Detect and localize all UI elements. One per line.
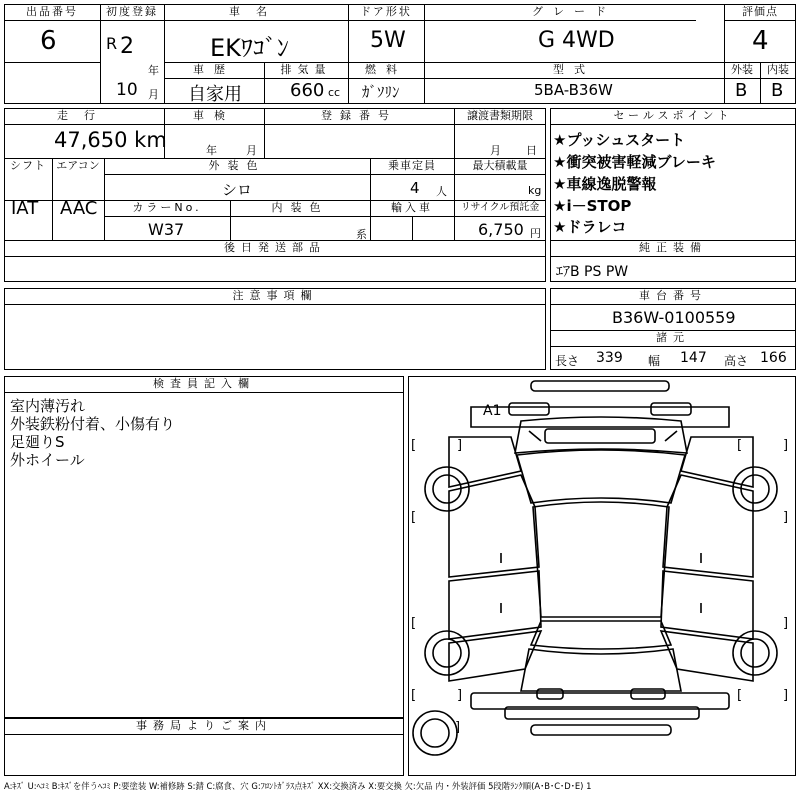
sales-point-item: ★プッシュスタート	[553, 131, 686, 149]
first-registration-month-unit: 月	[148, 88, 159, 101]
svg-text:[: [	[737, 688, 743, 703]
equipment-header: 純正装備	[639, 241, 707, 254]
interior-color-unit: 系	[356, 228, 367, 241]
transfer-day-unit: 日	[526, 144, 537, 157]
history-value: 自家用	[188, 84, 242, 105]
door-value: 5W	[370, 28, 406, 53]
later-parts-header: 後日発送部品	[224, 241, 326, 254]
capacity-value: 4	[410, 179, 420, 197]
first-registration-year: 2	[120, 34, 134, 59]
notes-header: 注意事項欄	[232, 289, 318, 302]
interior-score-value: B	[771, 80, 784, 101]
model-value: 5BA-B36W	[534, 81, 613, 99]
svg-text:[: [	[411, 438, 417, 453]
displacement-header: 排気量	[280, 63, 332, 76]
svg-text:]: ]	[783, 688, 789, 703]
sales-point-item: ★ドラレコ	[553, 218, 627, 236]
mileage-header: 走行	[57, 109, 111, 122]
spec-length-value: 339	[596, 350, 623, 366]
lot-number-value: 6	[40, 26, 57, 56]
max-load-header: 最大積載量	[472, 159, 528, 172]
spec-width-label: 幅	[648, 354, 661, 368]
spec-length-label: 長さ	[555, 354, 580, 368]
inspector-line: 室内薄汚れ	[10, 397, 86, 415]
sales-point-item: ★衝突被害軽減ブレーキ	[553, 153, 716, 171]
max-load-unit: kg	[528, 184, 542, 197]
fuel-header: 燃料	[365, 63, 407, 76]
first-registration-header: 初度登録	[106, 5, 158, 18]
shift-value: IAT	[11, 198, 39, 219]
import-header: 輸入車	[391, 201, 433, 214]
car-name-value: EKﾜｺﾞﾝ	[210, 34, 289, 62]
office-header: 事務局よりご案内	[136, 719, 272, 732]
spec-width-value: 147	[680, 350, 707, 366]
displacement-unit: cc	[328, 86, 341, 99]
svg-text:]: ]	[457, 438, 463, 453]
inspector-header: 検査員記入欄	[153, 377, 255, 390]
first-registration-era: R	[106, 34, 118, 53]
recycle-header: リサイクル預託金	[460, 202, 540, 213]
interior-color-header: 内装色	[271, 201, 329, 214]
inspector-line: 外ホイール	[10, 451, 85, 469]
aircon-header: エアコン	[56, 159, 100, 172]
score-value: 4	[752, 26, 769, 56]
first-registration-year-unit: 年	[148, 64, 159, 77]
inspection-month-unit: 月	[246, 144, 257, 157]
exterior-score-value: B	[735, 80, 748, 101]
exterior-score-header: 外装	[731, 63, 753, 76]
chassis-value: B36W-0100559	[612, 308, 736, 327]
svg-text:[: [	[411, 616, 417, 631]
recycle-unit: 円	[530, 227, 541, 240]
inspection-header: 車検	[193, 109, 235, 122]
svg-text:[: [	[411, 688, 417, 703]
sales-point-item: ★i－STOP	[553, 197, 632, 215]
svg-text:[: [	[737, 438, 743, 453]
fuel-value: ｶﾞｿﾘﾝ	[362, 83, 400, 101]
sales-points-header: セールスポイント	[613, 109, 733, 122]
svg-text:]: ]	[783, 616, 789, 631]
recycle-value: 6,750	[478, 220, 524, 239]
capacity-header: 乗車定員	[388, 159, 436, 172]
door-header: ドア形状	[360, 5, 412, 18]
legend-footer: A:ｷｽﾞ U:ﾍｺﾐ B:ｷｽﾞを伴うﾍｺﾐ P:要塗装 W:補修跡 S:錆 C:腐食、穴 G:ﾌﾛﾝﾄｶﾞﾗｽ点ｷｽﾞ XX:交換済み X:要交換 欠:欠品 内・外装評価 5段階ﾗﾝｸ順(A･B･C･D･E) 1	[4, 781, 592, 791]
shift-header: シフト	[10, 159, 46, 172]
history-header: 車歴	[193, 63, 235, 76]
svg-text:[: [	[411, 510, 417, 525]
spec-height-value: 166	[760, 350, 787, 366]
score-header: 評価点	[742, 5, 778, 18]
sales-point-item: ★車線逸脱警報	[553, 175, 657, 193]
lot-number-header: 出品番号	[26, 5, 78, 18]
exterior-color-value: シロ	[222, 181, 253, 199]
inspector-line: 外装鉄粉付着、小傷有り	[10, 415, 176, 433]
spec-height-label: 高さ	[724, 354, 749, 368]
specs-header: 諸元	[656, 331, 690, 344]
car-diagram-svg	[409, 377, 795, 775]
svg-text:]: ]	[455, 720, 461, 735]
grade-value: G 4WD	[538, 28, 615, 53]
transfer-deadline-header: 譲渡書類期限	[467, 109, 533, 122]
color-number-value: W37	[148, 220, 185, 239]
car-diagram	[408, 376, 796, 776]
car-name-header: 車名	[229, 5, 283, 18]
svg-text:]: ]	[783, 510, 789, 525]
aircon-value: AAC	[60, 198, 98, 219]
inspection-year-unit: 年	[206, 144, 217, 157]
exterior-color-header: 外装色	[208, 159, 266, 172]
svg-text:]: ]	[783, 438, 789, 453]
transfer-month-unit: 月	[490, 144, 501, 157]
interior-score-header: 内装	[767, 63, 789, 76]
svg-text:]: ]	[457, 688, 463, 703]
equipment-value: ｴｱB PS PW	[556, 264, 629, 280]
capacity-unit: 人	[436, 185, 447, 198]
chassis-header: 車台番号	[639, 289, 707, 302]
grade-header: グレード	[532, 5, 616, 18]
mileage-value: 47,650 km	[54, 128, 167, 152]
registration-number-header: 登録番号	[321, 109, 397, 122]
color-number-header: カラーNo.	[132, 201, 202, 214]
first-registration-month: 10	[116, 80, 138, 100]
model-header: 型式	[553, 63, 595, 76]
damage-mark-a1: A1	[483, 403, 502, 419]
inspector-line: 足廻りS	[10, 433, 65, 451]
displacement-value: 660	[290, 80, 325, 101]
